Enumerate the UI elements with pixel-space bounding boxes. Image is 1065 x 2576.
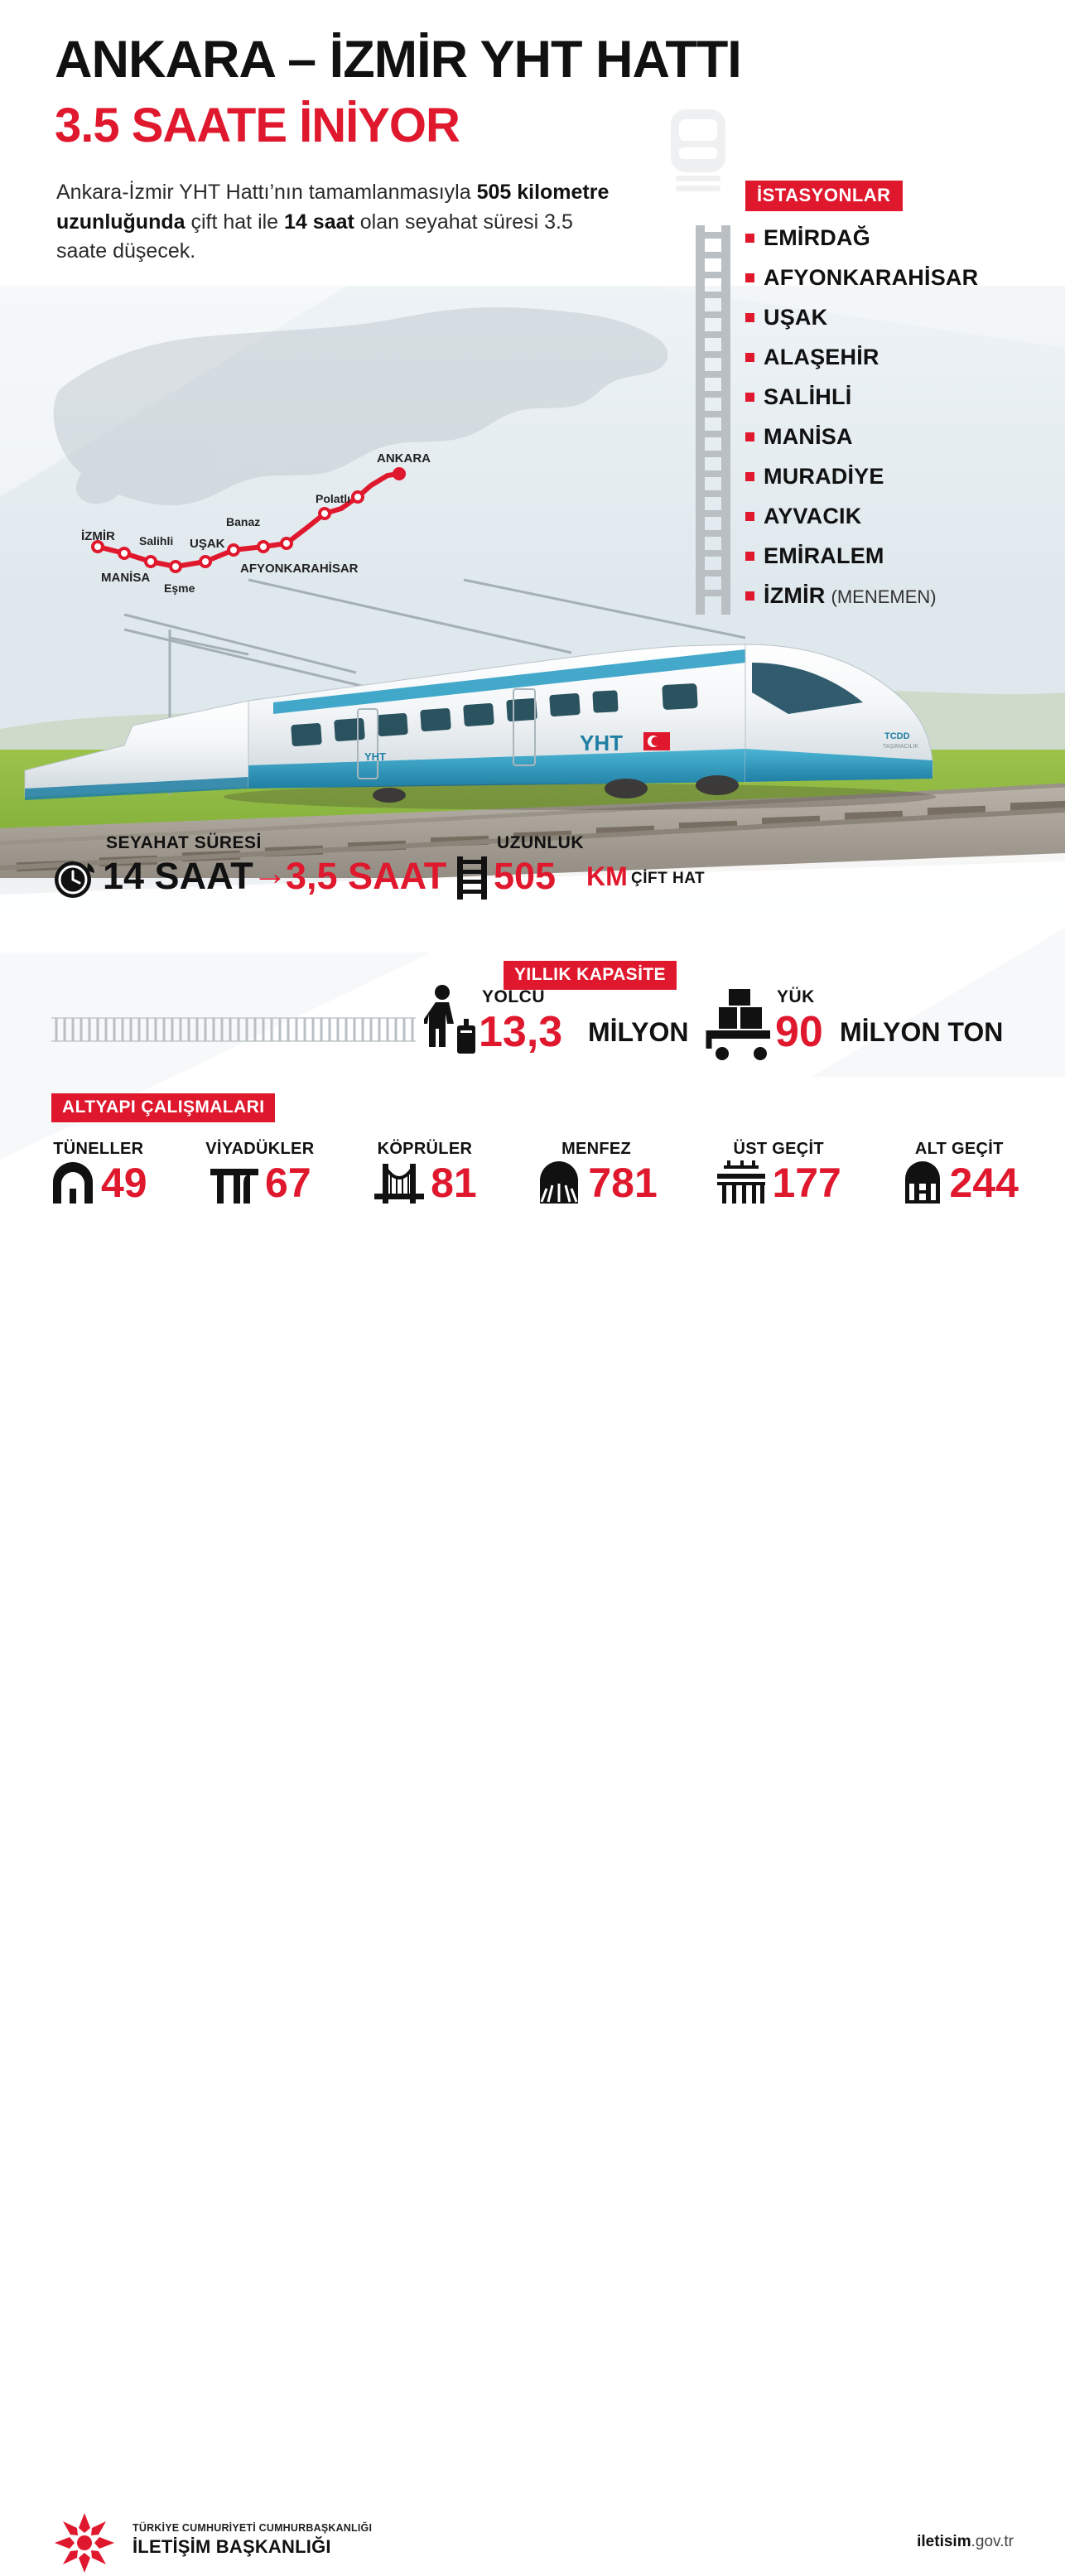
freight-cart-icon — [706, 984, 777, 1064]
page-title: ANKARA – İZMİR YHT HATTI — [55, 31, 741, 89]
infra-label: TÜNELLER — [53, 1140, 144, 1158]
station-name: İZMİR — [764, 583, 826, 608]
station-item — [745, 345, 1019, 370]
station-item — [745, 384, 1019, 410]
bullet-icon — [745, 432, 754, 441]
infra-label: MENFEZ — [561, 1140, 632, 1158]
station-name: MURADİYE — [764, 464, 884, 489]
stats-strip — [0, 828, 1065, 928]
infra-item-tunnels — [50, 1140, 147, 1205]
infra-item-bridges — [373, 1140, 477, 1205]
infrastructure-badge: ALTYAPI ÇALIŞMALARI — [51, 1093, 275, 1122]
clock-icon — [51, 855, 98, 901]
presidency-emblem-icon — [51, 2510, 118, 2576]
infra-value: 81 — [431, 1160, 477, 1206]
lead-bold-1: 505 kilometre uzunluğunda — [56, 181, 610, 234]
bridge-icon — [373, 1160, 426, 1205]
org-name-upper: TÜRKİYE CUMHURİYETİ CUMHURBAŞKANLIĞI — [133, 2522, 373, 2534]
infra-value: 244 — [949, 1160, 1019, 1206]
length-unit: KM — [586, 861, 628, 891]
bullet-icon — [745, 552, 754, 561]
svg-text:TAŞIMACILIK: TAŞIMACILIK — [883, 744, 919, 750]
map-label-polatli: Polatlı — [316, 492, 351, 505]
rail-dash-decoration — [51, 1015, 416, 1044]
bullet-icon — [745, 234, 754, 243]
map-label-esme: Eşme — [164, 581, 195, 595]
passenger-icon — [424, 984, 479, 1064]
station-item — [745, 305, 1019, 330]
map-label-usak: UŞAK — [190, 537, 225, 551]
org-name: İLETİŞİM BAŞKANLIĞI — [133, 2536, 331, 2557]
travel-time-caption: SEYAHAT SÜRESİ — [106, 833, 262, 852]
freight-unit: MİLYON TON — [840, 1017, 1004, 1047]
station-note: (MENEMEN) — [831, 586, 937, 607]
station-item — [745, 504, 1019, 529]
infra-label: ÜST GEÇİT — [733, 1140, 824, 1158]
track-icon — [454, 856, 490, 900]
station-name: UŞAK — [764, 305, 828, 330]
infra-item-viaducts — [205, 1140, 314, 1205]
website-bold: iletisim — [917, 2533, 971, 2550]
length-caption: UZUNLUK — [497, 833, 584, 852]
freight-value: 90 — [775, 1008, 823, 1056]
svg-text:YHT: YHT — [364, 750, 386, 763]
page-subtitle: 3.5 SAATE İNİYOR — [55, 99, 460, 152]
station-name: EMİRALEM — [764, 543, 884, 568]
map-label-banaz: Banaz — [226, 515, 261, 528]
station-item — [745, 464, 1019, 490]
lead-text-2: çift hat ile — [185, 210, 285, 234]
lead-bold-2: 14 saat — [284, 210, 354, 234]
infra-label: KÖPRÜLER — [377, 1140, 473, 1158]
map-label-afyonkarahisar: AFYONKARAHİSAR — [240, 562, 359, 576]
infra-item-culverts — [535, 1140, 657, 1205]
bullet-icon — [745, 393, 754, 402]
freight-label: YÜK — [777, 987, 815, 1006]
station-name: MANİSA — [764, 424, 853, 449]
svg-text:TCDD: TCDD — [884, 731, 910, 741]
station-name: EMİRDAĞ — [764, 225, 870, 250]
stations-badge: İSTASYONLAR — [745, 181, 903, 211]
infra-item-underpass — [900, 1140, 1019, 1205]
station-item — [745, 543, 1019, 569]
website-text — [917, 2533, 1014, 2551]
map-label-manisa: MANİSA — [101, 571, 151, 585]
station-item — [745, 265, 1019, 291]
station-name: ALAŞEHİR — [764, 345, 879, 369]
map-label-ankara: ANKARA — [377, 451, 431, 466]
capacity-badge: YILLIK KAPASİTE — [504, 961, 677, 990]
travel-time-from: 14 SAAT — [103, 855, 253, 897]
bullet-icon — [745, 273, 754, 282]
station-name: AYVACIK — [764, 504, 862, 528]
infra-value: 67 — [265, 1160, 311, 1206]
stations-panel — [745, 181, 1019, 609]
overpass-icon — [716, 1160, 767, 1205]
lead-paragraph — [56, 178, 628, 267]
station-name: AFYONKARAHİSAR — [764, 265, 979, 290]
tunnel-icon — [50, 1160, 96, 1205]
bullet-icon — [745, 353, 754, 362]
svg-text:YHT: YHT — [580, 731, 623, 755]
station-name: SALİHLİ — [764, 384, 852, 409]
infra-item-overpass — [716, 1140, 841, 1205]
lead-text-1: Ankara-İzmir YHT Hattı’nın tamamlanmasıyla — [56, 181, 477, 204]
culvert-icon — [535, 1160, 583, 1205]
footer — [0, 1242, 1065, 2557]
map-label-izmir: İZMİR — [81, 529, 115, 543]
travel-time-to: 3,5 SAAT — [286, 855, 447, 897]
infra-value: 49 — [101, 1160, 147, 1206]
infrastructure-row — [50, 1140, 1019, 1205]
passenger-label: YOLCU — [482, 987, 545, 1006]
length-note: ÇİFT HAT — [631, 870, 706, 887]
ladder-graphic — [694, 225, 732, 615]
length-value: 505 — [494, 855, 557, 897]
station-item — [745, 225, 1019, 251]
passenger-unit: MİLYON — [588, 1017, 689, 1047]
infra-value: 177 — [772, 1160, 841, 1206]
lead-text-3: olan seyahat süresi 3.5 saate düşecek. — [56, 210, 573, 263]
map-label-salihli: Salihli — [139, 534, 174, 548]
bullet-icon — [745, 591, 754, 601]
station-item — [745, 424, 1019, 450]
bullet-icon — [745, 472, 754, 481]
train-front-icon — [663, 108, 734, 197]
route-map — [0, 286, 720, 634]
viaduct-icon — [209, 1160, 260, 1205]
website-rest: .gov.tr — [971, 2533, 1014, 2550]
station-item — [745, 583, 1019, 609]
passenger-value: 13,3 — [479, 1008, 563, 1056]
infra-label: ALT GEÇİT — [914, 1140, 1004, 1158]
underpass-icon — [900, 1160, 945, 1205]
infra-value: 781 — [588, 1160, 658, 1206]
travel-time-arrow: → — [253, 853, 287, 892]
infrastructure-section — [0, 1093, 1065, 1226]
bullet-icon — [745, 512, 754, 521]
bullet-icon — [745, 313, 754, 322]
infra-label: VİYADÜKLER — [205, 1140, 315, 1158]
